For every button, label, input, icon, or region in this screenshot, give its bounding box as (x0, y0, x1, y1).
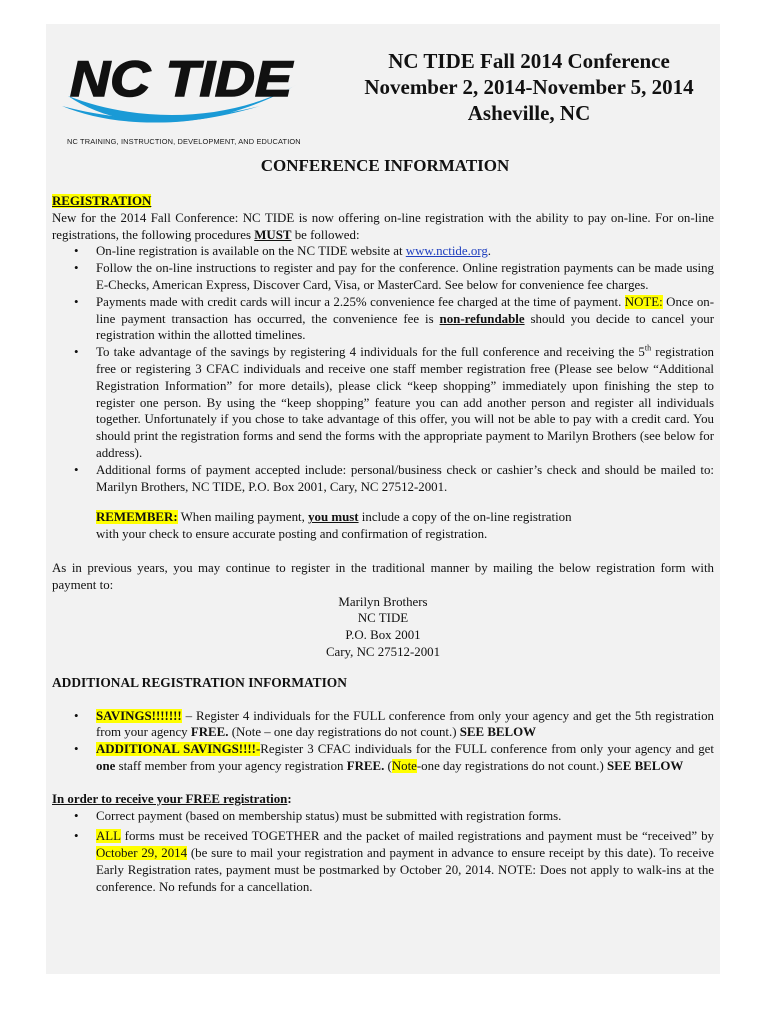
previous-years-text: As in previous years, you may continue to register in the traditional manner by mailing the below registration form with payment to: (52, 560, 714, 592)
logo-text: NC TIDE (70, 51, 294, 107)
list-item: • To take advantage of the savings by registering 4 individuals for the full conference and receiving the 5th registration free or registering 3 CFAC individuals and receive one staff member registration free (Please see below “Additional Registration Information” for more details), please click “keep shopping” immediately upon finishing the step to register one person. By using the “keep shopping” feature you can add another person and register all individuals together. Unfortunately if you chose to take advantage of this offer, you will not be able to pay with a credit card. You should print the registration forms and send the forms with the appropriate payment to Marilyn Brothers (see below for address). (74, 343, 714, 460)
document-body (52, 193, 714, 895)
section-title: CONFERENCE INFORMATION (260, 156, 510, 175)
registration-list (52, 243, 714, 495)
additional-heading: ADDITIONAL REGISTRATION INFORMATION (52, 674, 347, 690)
mailing-address: Marilyn Brothers NC TIDE P.O. Box 2001 Cary, NC 27512-2001 (325, 594, 441, 659)
remember-note: REMEMBER: When mailing payment, you must include a copy of the on-line registration (96, 510, 572, 525)
remember-note-line2: with your check to ensure accurate posting and confirmation of registration. (96, 527, 488, 542)
logo-tagline: NC TRAINING, INSTRUCTION, DEVELOPMENT, AND EDUCATION (67, 137, 301, 146)
title-line-1: NC TIDE Fall 2014 Conference (388, 49, 670, 73)
additional-list (52, 708, 714, 775)
registration-heading: REGISTRATION (52, 194, 152, 208)
free-list (52, 808, 714, 896)
list-item: • Payments made with credit cards will incur a 2.25% convenience fee charged at the time of payment. NOTE: Once on-line payment transaction has occurred, the convenience fee is non-refundable should you decide to cancel your registration within the allotted timelines. (74, 294, 715, 343)
list-item: • ADDITIONAL SAVINGS!!!!-Register 3 CFAC individuals for the FULL conference from only your agency and get one staff member from your agency registration FREE. (Note-one day registrations do not count.) SEE BELOW (74, 742, 714, 773)
logo-graphic (60, 44, 300, 139)
list-item: • On-line registration is available on the NC TIDE website at www.nctide.org. (74, 244, 491, 259)
list-item: • SAVINGS!!!!!!! – Register 4 individuals for the FULL conference from only your agency and get the 5th registration from your agency FREE. (Note – one day registrations do not count.) SEE BELOW (74, 708, 714, 740)
website-link[interactable]: www.nctide.org (405, 244, 488, 259)
free-heading: In order to receive your FREE registration: (52, 791, 292, 806)
list-item: • ALL forms must be received TOGETHER and the packet of mailed registrations and payment must be “received” by October 29, 2014 (be sure to mail your registration and payment in advance to ensure receipt by this date). To receive Early Registration rates, payment must be postmarked by October 20, 2014. NOTE: Does not apply to walk-ins at the conference. No refunds for a cancellation. (74, 829, 714, 894)
title-line-2: November 2, 2014-November 5, 2014 (364, 75, 694, 99)
list-item: • Additional forms of payment accepted include: personal/business check or cashier’s check and should be mailed to: Marilyn Brothers, NC TIDE, P.O. Box 2001, Cary, NC 27512-2001. (74, 462, 714, 494)
registration-intro: New for the 2014 Fall Conference: NC TIDE is now offering on-line registration with the ability to pay on-line. For on-line registrations, the following procedures MUST be followed: (52, 210, 714, 242)
list-item: • Follow the on-line instructions to register and pay for the conference. Online registration payments can be made using E-Checks, American Express, Discover Card, Visa, or MasterCard. See below for convenience fee charges. (74, 261, 714, 292)
page-title (340, 48, 718, 126)
list-item: • Correct payment (based on membership status) must be submitted with registration forms. (74, 808, 562, 823)
title-line-3: Asheville, NC (467, 101, 591, 125)
